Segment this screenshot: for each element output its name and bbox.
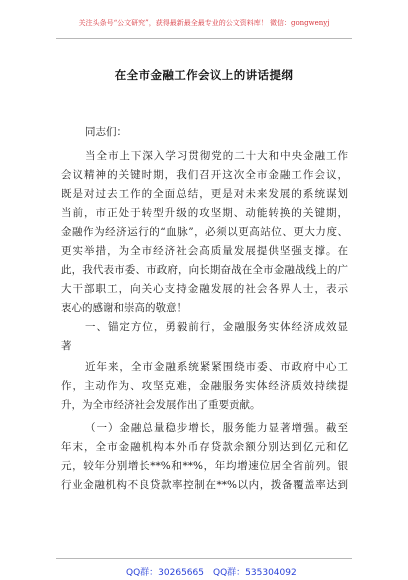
footer-qq-group-1: QQ群：30265665 xyxy=(126,568,204,578)
body-text-line: 当全市上下深入学习贯彻党的二十大和中央金融工作 xyxy=(85,150,348,162)
section-heading-line: 著 xyxy=(61,340,72,352)
section-heading-line: 一、锚定方位，勇毅前行，金融服务实体经济成效显 xyxy=(85,321,348,333)
body-text-line: 既是对过去工作的全面总结，更是对未来发展的系统谋划 xyxy=(61,188,348,200)
subsection-heading-line: （一）金融总量稳步增长，服务能力显著增强。截至 xyxy=(85,422,348,434)
body-text-line: 此，我代表市委、市政府，向长期奋战在全市金融战线上的广 xyxy=(61,264,348,276)
body-text-line: 大干部职工，向关心支持金融发展的社会各界人士，表示 xyxy=(61,283,348,295)
body-text-line: 近年来，全市金融系统紧紧围绕市委、市政府中心工 xyxy=(85,361,348,373)
body-text-line: 当前，市正处于转型升级的攻坚期、动能转换的关键期， xyxy=(61,207,348,219)
body-text-line: 升，为全市经济社会发展作出了重要贡献。 xyxy=(61,399,261,411)
body-text-line: 元，较年分别增长**%和**%，年均增速位居全省前列。银 xyxy=(61,460,348,472)
header-promo-text: 关注头条号“公文研究”，获得最新最全最专业的公文资料库！ 微信：gongwenyj xyxy=(78,19,330,27)
page-header xyxy=(0,0,408,40)
body-text-line: 衷心的感谢和崇高的敬意！ xyxy=(61,302,187,314)
header-divider xyxy=(56,38,352,39)
body-text-line: 行业金融机构不良贷款率控制在**%以内，拨备覆盖率达到 xyxy=(61,479,348,491)
footer-divider xyxy=(56,558,352,559)
body-text-line: 作，主动作为、攻坚克难，金融服务实体经济质效持续提 xyxy=(61,380,348,392)
body-text-line: 金融作为经济运行的“血脉”，必须以更高站位、更大力度、 xyxy=(61,226,348,238)
body-text-line: 会议精神的关键时期，我们召开这次全市金融工作会议， xyxy=(61,169,348,181)
footer-qq-group-2: QQ群：535304092 xyxy=(213,568,297,578)
salutation-line: 同志们： xyxy=(85,126,127,138)
body-text-line: 更实举措，为全市经济社会高质量发展提供坚强支撑。在 xyxy=(61,245,348,257)
body-text-line: 年末，全市金融机构本外币存贷款余额分别达到亿元和亿 xyxy=(61,441,348,453)
document-title: 在全市金融工作会议上的讲话提纲 xyxy=(114,68,294,82)
page-footer xyxy=(0,558,408,580)
